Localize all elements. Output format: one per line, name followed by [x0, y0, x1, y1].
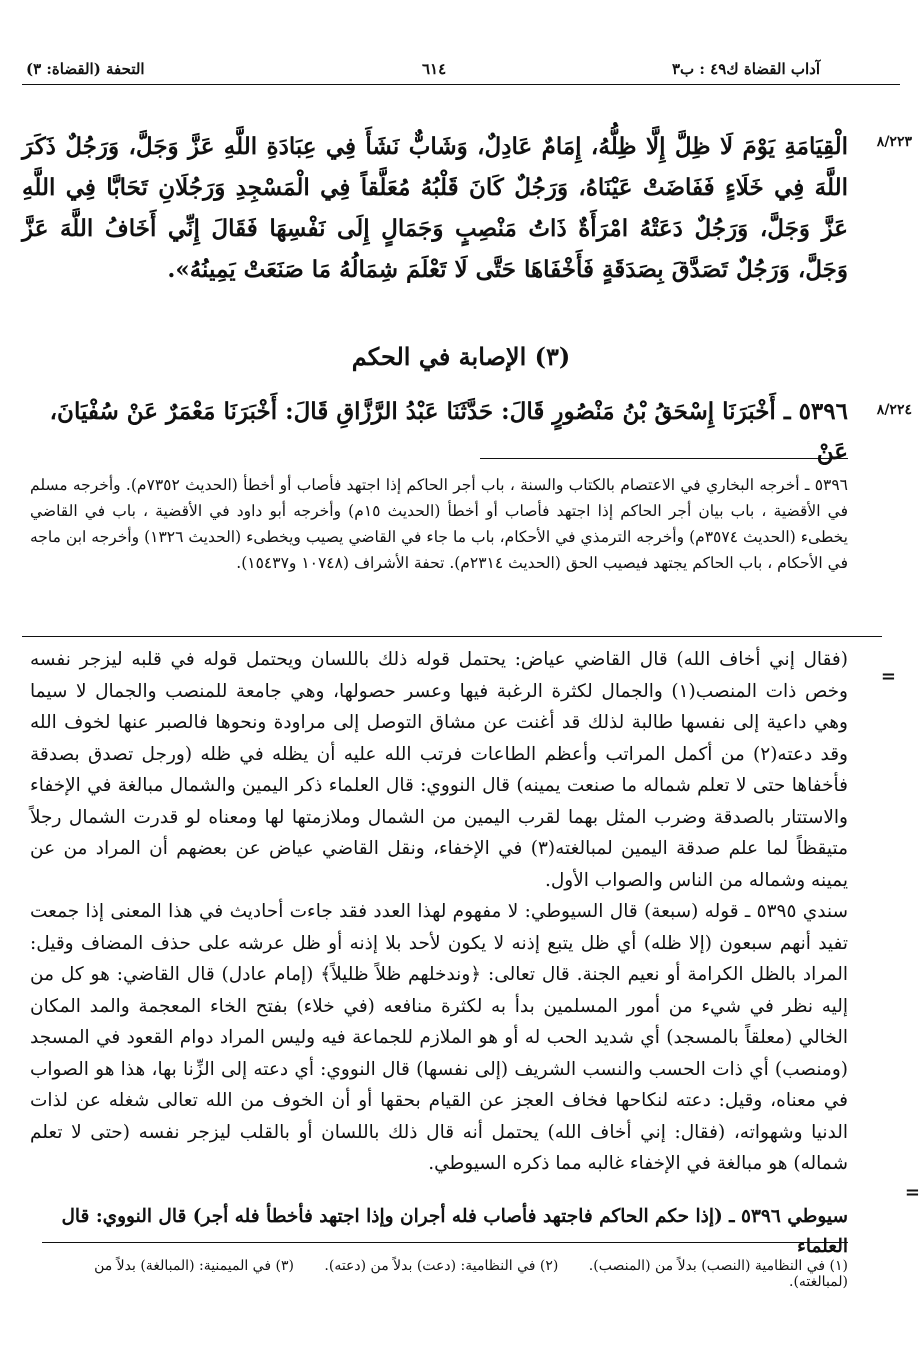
footnotes — [30, 1258, 848, 1290]
divider-full — [22, 636, 882, 637]
footnote-1: (١) في النظامية (النصب) بدلاً من (المنصب). — [588, 1258, 848, 1274]
margin-reference-1: ٨/٢٢٣ — [876, 134, 912, 150]
page-number: ٦١٤ — [422, 60, 447, 78]
footnote-2: (٢) في النظامية: (دعت) بدلاً من (دعته). — [324, 1258, 559, 1274]
divider-footnotes — [42, 1242, 848, 1243]
commentary-paragraph-1: (فقال إني أخاف الله) قال القاضي عياض: يحتمل قوله ذلك باللسان ويحتمل قوله في قلبه ليزجر نفسه وخص ذات المنصب(١) والجمال لكثرة الرغبة فيها وعسر حصولها، وهي جامعة للمنصب والجمال لا سيما وهي داعية إلى نفسها طالبة لذلك قد أغنت عن مشاق التوصل إلى مراودة ونحوها فالصبر عنها لخوف الله وقد دعته(٢) من أكمل المراتب وأعظم الطاعات فرتب الله عليه أن يظله في ظله (ورجل تصدق بصدقة فأخفاها حتى لا تعلم شماله ما صنعت يمينه) قال النووي: قال العلماء ذكر اليمين والشمال مبالغة في الإخفاء والاستتار بالصدقة وضرب المثل بهما لقرب اليمين من الشمال وملازمتها لها ومعناه لو قدرت الشمال رجلاً متيقظاً لما علم صدقة اليمين لمبالغته(٣) في الإخفاء، ونقل القاضي عياض عن بعضهم أن المراد من عن يمينه وشماله من الناس والصواب الأول. — [30, 649, 848, 891]
continuation-mark-1: = — [880, 666, 896, 687]
commentary-block — [30, 644, 848, 1180]
takhrij-note: ٥٣٩٦ ـ أخرجه البخاري في الاعتصام بالكتاب والسنة ، باب أجر الحاكم إذا اجتهد فأصاب أو أخطأ (الحديث ٧٣٥٢م). وأخرجه مسلم في الأقضية ، باب بيان أجر الحاكم إذا اجتهد فأصاب أو أخطأ (الحديث ١٥م) وأخرجه أبو داود في الأقضية ، باب في القاضي يخطىء (الحديث ٣٥٧٤م) وأخرجه الترمذي في الأحكام، باب ما جاء في القاضي يصيب ويخطىء (الحديث ١٣٢٦) وأخرجه ابن ماجه في الأحكام ، باب الحاكم يجتهد فيصيب الحق (الحديث ٢٣١٤م). تحفة الأشراف (١٠٧٤٨ و١٥٤٣٧). — [30, 476, 848, 572]
siyuti-commentary: سيوطي ٥٣٩٦ ـ (إذا حكم الحاكم فاجتهد فأصاب فله أجران وإذا اجتهد فأخطأ فله أجر) قال النووي: قال العلماء — [61, 1206, 848, 1257]
continuation-mark-2: = — [904, 1182, 920, 1203]
margin-reference-2: ٨/٢٢٤ — [876, 402, 912, 418]
book-page — [22, 40, 920, 1340]
header-chapter: آداب القضاة ك٤٩ : ب٣ — [671, 60, 820, 78]
header-tuhfa: التحفة (القضاة: ٣) — [26, 60, 145, 78]
commentary-paragraph-2: سندي ٥٣٩٥ ـ قوله (سبعة) قال السيوطي: لا مفهوم لهذا العدد فقد جاءت أحاديث في هذا المعنى إذا جمعت تفيد أنهم سبعون (إلا ظله) أي ظل يتبع إذنه لا يكون لأحد بلا إذنه أو ظل عرشه على حذف المضاف وقيل: المراد بالظل الكرامة أو نعيم الجنة. قال تعالى: ﴿وندخلهم ظلاً ظليلاً﴾ (إمام عادل) قال القاضي: هو كل من إليه نظر في شيء من أمور المسلمين بدأ به لكثرة منافعه (في خلاء) بفتح الخاء المعجمة والمد المكان الخالي (معلقاً بالمسجد) أي شديد الحب له أو هو الملازم للجماعة فيه وليس المراد دوام القعود في المسجد (ومنصب) أي ذات الحسب والنسب الشريف (إلى نفسها) قال النووي: أي دعته إلى الزِّنا بها، هذا هو الصواب في معناه، وقيل: دعته لنكاحها فخاف العجز عن القيام بحقها أو أن الخوف من الله تعالى شغله عن لذات الدنيا وشهواته، (فقال: إني أخاف الله) يحتمل أنه قال ذلك باللسان أو بالقلب ليزجر نفسه (حتى لا تعلم شماله) هو مبالغة في الإخفاء غالبه مما ذكره السيوطي. — [30, 901, 849, 1174]
hadith-text: الْقِيَامَةِ يَوْمَ لَا ظِلَّ إِلَّا ظِلُّهُ، إِمَامٌ عَادِلٌ، وَشَابٌّ نَشَأَ فِي عِبَادَةِ اللَّهِ عَزَّ وَجَلَّ، وَرَجُلٌ ذَكَرَ اللَّهَ فِي خَلَاءٍ فَفَاضَتْ عَيْنَاهُ، وَرَجُلٌ كَانَ قَلْبُهُ مُعَلَّقاً فِي الْمَسْجِدِ وَرَجُلَانِ تَحَابَّا فِي اللَّهِ عَزَّ وَجَلَّ، وَرَجُلٌ دَعَتْهُ امْرَأَةٌ ذَاتُ مَنْصِبٍ وَجَمَالٍ إِلَى نَفْسِهَا فَقَالَ إِنِّي أَخَافُ اللَّهَ عَزَّ وَجَلَّ، وَرَجُلٌ تَصَدَّقَ بِصَدَقَةٍ فَأَخْفَاهَا حَتَّى لَا تَعْلَمَ شِمَالُهُ مَا صَنَعَتْ يَمِينُهُ». — [22, 133, 848, 283]
isnad-line: ٥٣٩٦ ـ أَخْبَرَنَا إِسْحَقُ بْنُ مَنْصُورٍ قَالَ: حَدَّثَنَا عَبْدُ الرَّزَّاقِ قَالَ: أَخْبَرَنَا مَعْمَرٌ عَنْ سُفْيَانَ، عَنْ — [49, 398, 848, 465]
footnote-3: (٣) في الميمنية: (المبالغة) بدلاً من (لمبالغته). — [94, 1258, 848, 1290]
section-heading: (٣) الإصابة في الحكم — [351, 342, 571, 371]
divider-short — [480, 458, 848, 459]
running-header — [22, 60, 900, 85]
